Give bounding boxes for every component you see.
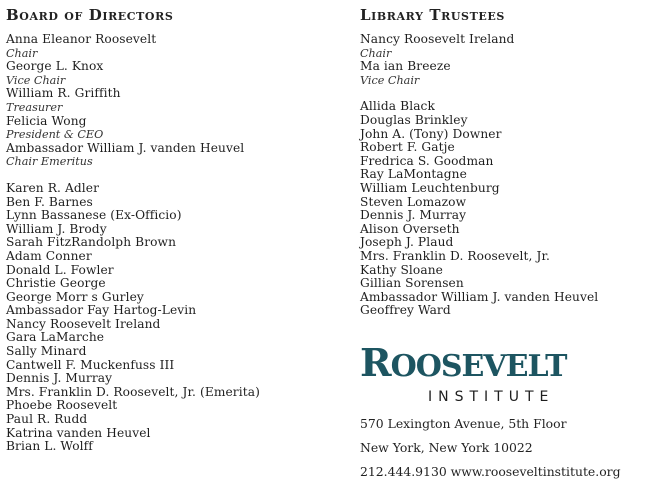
officer-entry xyxy=(6,33,346,60)
member-name: Nancy Roosevelt Ireland xyxy=(6,316,161,331)
member-name: Ray LaMontagne xyxy=(360,167,467,182)
member-name: Cantwell F. Muckenfuss III xyxy=(6,357,175,372)
member-name: Katrina vanden Heuvel xyxy=(6,425,151,440)
officer-role: President & CEO xyxy=(6,128,104,142)
officer-entry xyxy=(6,115,346,142)
officer-role: Vice Chair xyxy=(6,73,66,87)
officer-name: William R. Griffith xyxy=(6,86,121,101)
member-name: John A. (Tony) Downer xyxy=(360,126,502,141)
library-trustees-column xyxy=(360,6,655,318)
member-name: George Morr s Gurley xyxy=(6,289,144,304)
officer-name: Ma ian Breeze xyxy=(360,59,451,74)
board-of-directors-column xyxy=(6,6,346,454)
roosevelt-institute-logo-block xyxy=(360,340,660,484)
member-name: Douglas Brinkley xyxy=(360,112,468,127)
member-name: Mrs. Franklin D. Roosevelt, Jr. (Emerita) xyxy=(6,384,260,399)
member-name: Kathy Sloane xyxy=(360,262,443,277)
board-heading: Board of Directors xyxy=(6,6,174,24)
member-name: Allida Black xyxy=(360,99,435,114)
officer-entry xyxy=(6,142,346,169)
logo-subtitle: INSTITUTE xyxy=(428,389,555,405)
officer-role: Treasurer xyxy=(6,100,63,114)
officer-role: Vice Chair xyxy=(360,73,420,87)
roosevelt-logo-wordmark xyxy=(360,340,660,387)
member-name: William J. Brody xyxy=(6,221,107,236)
board-members-list xyxy=(6,182,346,454)
officer-entry xyxy=(6,60,346,87)
contact-phone-website: 212.444.9130 www.rooseveltinstitute.org xyxy=(360,464,621,479)
member-name: Adam Conner xyxy=(6,248,92,263)
member-name: William Leuchtenburg xyxy=(360,180,500,195)
officer-role: Chair xyxy=(6,46,38,60)
member-name: Karen R. Adler xyxy=(6,180,99,195)
contact-city: New York, New York 10022 xyxy=(360,440,533,455)
member-name: Brian L. Wolff xyxy=(6,439,93,454)
officer-name: Ambassador William J. vanden Heuvel xyxy=(6,140,245,155)
officer-name: Anna Eleanor Roosevelt xyxy=(6,32,157,46)
member-name: Robert F. Gatje xyxy=(360,140,455,155)
member-name: Sarah FitzRandolph Brown xyxy=(6,235,177,250)
list-spacer xyxy=(6,169,346,182)
member-name: Sally Minard xyxy=(6,344,87,359)
member-name: Donald L. Fowler xyxy=(6,262,114,277)
officer-entry xyxy=(6,87,346,114)
member-name: Mrs. Franklin D. Roosevelt, Jr. xyxy=(360,248,550,263)
member-name: Gara LaMarche xyxy=(6,330,105,345)
trustees-officers-list xyxy=(360,33,655,87)
member-name: Dennis J. Murray xyxy=(360,208,467,223)
logo-word-rest: OOSEVELT xyxy=(390,349,567,384)
officer-entry xyxy=(360,33,655,60)
member-name: Gillian Sorensen xyxy=(360,276,464,291)
officer-name: Felicia Wong xyxy=(6,113,87,128)
member-name: Alison Overseth xyxy=(360,221,460,236)
officer-role: Chair Emeritus xyxy=(6,155,93,169)
member-name: Paul R. Rudd xyxy=(6,412,88,427)
member-name: Fredrica S. Goodman xyxy=(360,153,494,168)
board-officers-list xyxy=(6,33,346,169)
member-name: Steven Lomazow xyxy=(360,194,467,209)
officer-entry xyxy=(360,60,655,87)
logo-initial: R xyxy=(360,340,391,385)
trustees-heading: Library Trustees xyxy=(360,6,505,24)
member-name: Phoebe Roosevelt xyxy=(6,398,118,413)
member-name: Geoffrey Ward xyxy=(360,303,451,318)
member-name: Dennis J. Murray xyxy=(6,371,113,386)
member-name: Ambassador William J. vanden Heuvel xyxy=(360,289,599,304)
officer-name: Nancy Roosevelt Ireland xyxy=(360,32,515,46)
officer-name: George L. Knox xyxy=(6,59,104,74)
member-name: Christie George xyxy=(6,276,106,291)
officer-role: Chair xyxy=(360,46,392,60)
member-name: Lynn Bassanese (Ex-Officio) xyxy=(6,208,182,223)
member-name: Ben F. Barnes xyxy=(6,194,93,209)
member-name: Ambassador Fay Hartog-Levin xyxy=(6,303,197,318)
trustees-members-list xyxy=(360,100,655,318)
contact-address: 570 Lexington Avenue, 5th Floor xyxy=(360,416,567,431)
member-name: Joseph J. Plaud xyxy=(360,235,454,250)
